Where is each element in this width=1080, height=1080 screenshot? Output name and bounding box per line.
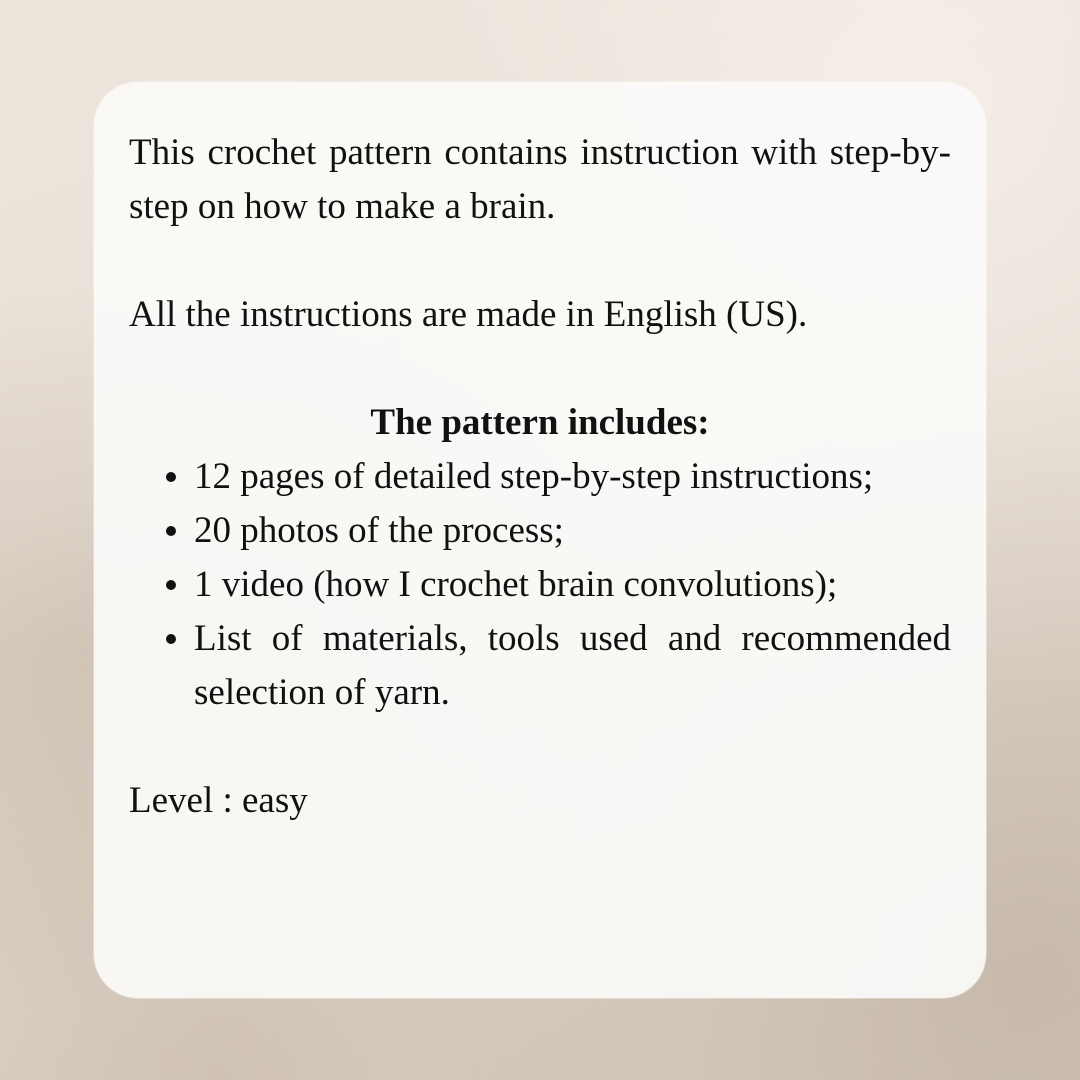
list-item	[129, 504, 951, 558]
list-item-text: List of materials, tools used and recommended selection of yarn.	[194, 618, 951, 713]
includes-list	[129, 450, 951, 720]
difficulty-level: Level : easy	[129, 780, 308, 821]
bullet-icon	[166, 472, 176, 482]
intro-text: This crochet pattern contains instruction with step-by-step on how to make a brain.	[129, 132, 951, 227]
bullet-icon	[166, 634, 176, 644]
list-item-text: 1 video (how I crochet brain convolutions);	[194, 564, 838, 605]
list-item	[129, 450, 951, 504]
bullet-icon	[166, 580, 176, 590]
includes-heading: The pattern includes:	[370, 402, 710, 443]
language-note: All the instructions are made in English (US).	[129, 294, 808, 335]
list-item-text: 20 photos of the process;	[194, 510, 564, 551]
bullet-icon	[166, 526, 176, 536]
list-item	[129, 558, 951, 612]
info-card	[94, 82, 986, 998]
list-item-text: 12 pages of detailed step-by-step instructions;	[194, 456, 874, 497]
list-item	[129, 612, 951, 720]
